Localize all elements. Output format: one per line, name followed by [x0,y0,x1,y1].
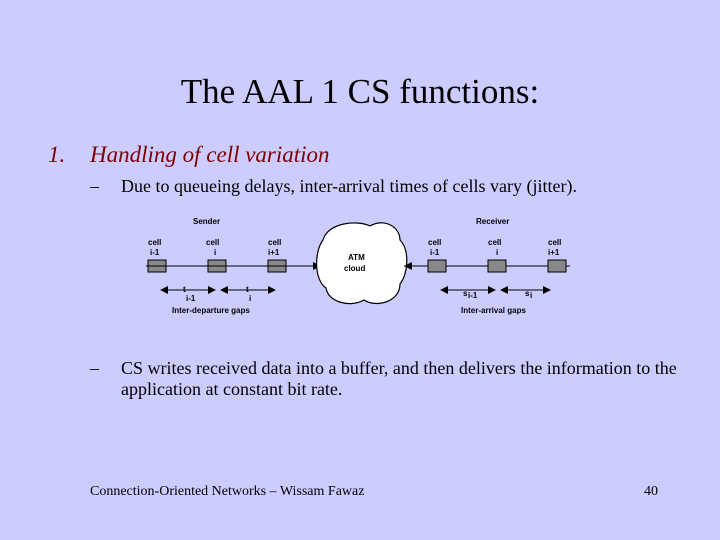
arrow-head [488,286,496,294]
s-subscript: i-1 [468,291,478,300]
receiver-cell-index: i [496,248,499,257]
t-subscript: i [249,294,252,303]
footer-text: Connection-Oriented Networks – Wissam Fawaz [90,484,365,499]
inter-departure-caption: Inter-departure gaps [172,306,250,315]
cell-variation-diagram [138,212,578,324]
s-subscript: i [530,291,533,300]
t-label: t [183,285,186,294]
arrow-head [220,286,228,294]
t-label: t [246,285,249,294]
bullet-dash: – [90,176,99,196]
slide-title: The AAL 1 CS functions: [180,72,540,111]
receiver-cell-index: i-1 [430,248,440,257]
sender-cell-index: i+1 [268,248,280,257]
sender-cell-index: i [214,248,217,257]
arrow-head [440,286,448,294]
receiver-cell-index: i+1 [548,248,560,257]
sender-label: Sender [193,217,221,226]
bullet-dash: – [90,358,99,378]
arrow-head [500,286,508,294]
arrow-head [543,286,551,294]
t-subscript: i-1 [186,294,196,303]
sender-cell-word: cell [268,238,282,247]
sender-cell-word: cell [206,238,220,247]
arrow-head [208,286,216,294]
s-label: s [525,289,530,298]
receiver-cell-word: cell [428,238,442,247]
sender-cell-index: i-1 [150,248,160,257]
item-heading: Handling of cell variation [90,142,330,167]
arrow-head [160,286,168,294]
inter-arrival-caption: Inter-arrival gaps [461,306,526,315]
sender-cell-word: cell [148,238,162,247]
item-number: 1. [48,142,66,167]
receiver-cell-word: cell [548,238,562,247]
receiver-cell-box [548,260,566,272]
page-number: 40 [644,484,658,499]
s-label: s [463,289,468,298]
receiver-cell-word: cell [488,238,502,247]
bullet-jitter: Due to queueing delays, inter-arrival times of cells vary (jitter). [121,176,577,196]
receiver-cell-box [488,260,506,272]
arrow-head [268,286,276,294]
receiver-label: Receiver [476,217,510,226]
cloud-label-atm: ATM [348,253,365,262]
receiver-cell-box [428,260,446,272]
cloud-label-cloud: cloud [344,264,366,273]
bullet-buffer: CS writes received data into a buffer, and then delivers the information to the application at constant bit rate. [121,358,677,399]
